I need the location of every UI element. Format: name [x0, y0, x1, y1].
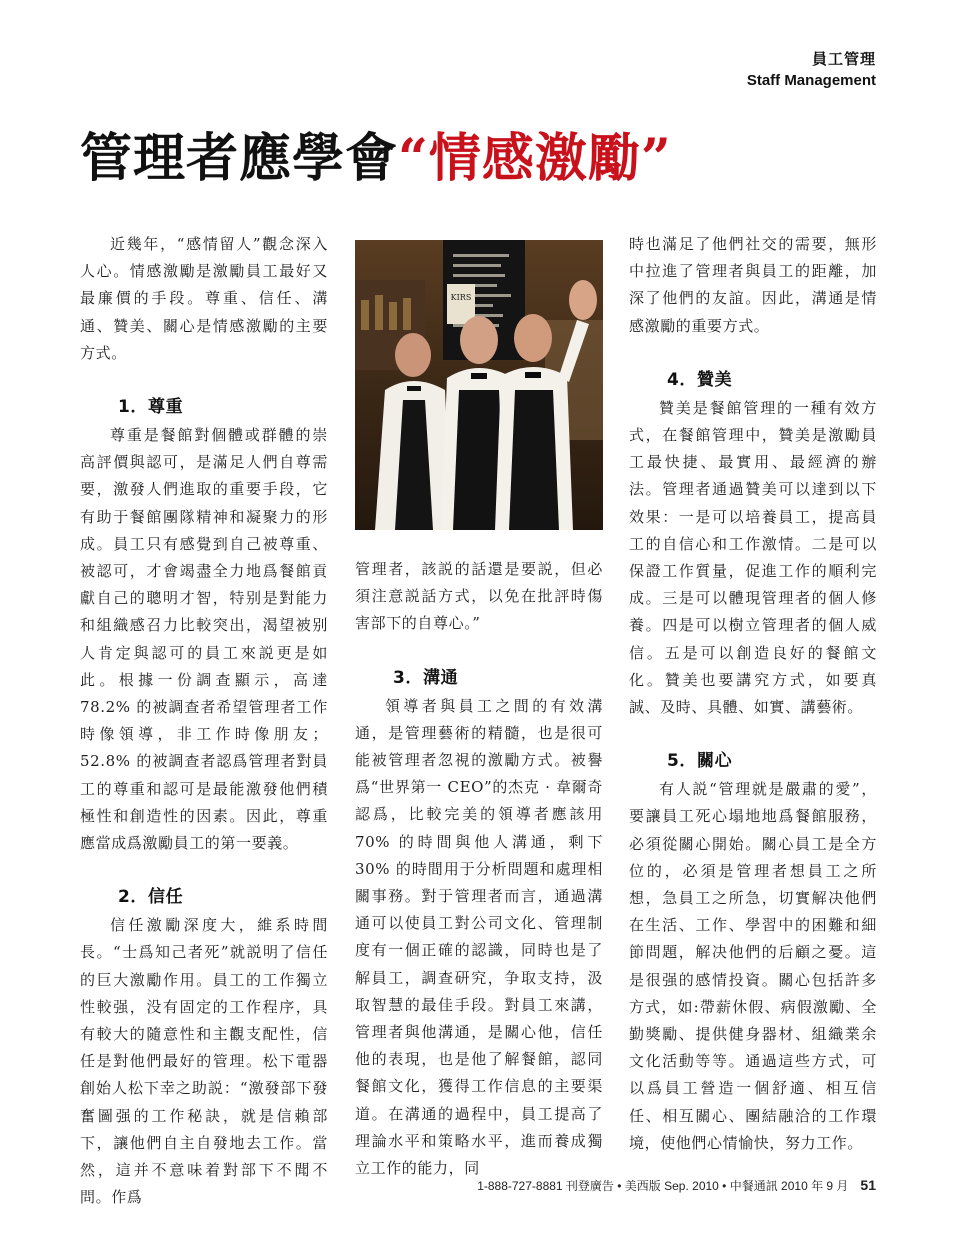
paragraph-trust: 信任激勵深度大，維系時間長。“士爲知己者死”就説明了信任的巨大激勵作用。員工的工作獨立性較强，没有固定的工作程序，具有較大的隨意性和主觀支配性，信任是對他們最好的管理。松下電器創始人松下幸之助説：“激發部下發奮圖强的工作秘訣，就是信賴部下，讓他們自主自發地去工作。當然，這并不意味着對部下不聞不問。作爲 — [80, 916, 328, 1207]
heading-trust: 2．信任 — [118, 887, 184, 908]
intro-paragraph: 近幾年，“感情留人”觀念深入人心。情感激勵是激勵員工最好又最廉價的手段。尊重、信任、溝通、贊美、關心是情感激勵的主要方式。 — [80, 235, 328, 362]
kirs-sign-text: KIRS — [450, 293, 472, 302]
column-3 — [629, 231, 877, 1157]
article-title-emphasis: “情感激勵” — [398, 128, 672, 189]
section-tag-en: Staff Management — [746, 72, 876, 89]
photo-illustration — [355, 240, 603, 530]
paragraph-care: 有人説“管理就是嚴肅的愛”，要讓員工死心塌地地爲餐館服務，必須從關心開始。關心員工是全方位的，必須是管理者想員工之所想，急員工之所急，切實解决他們在生活、工作、學習中的困難和細節問題，解决他們的后顧之憂。這是很强的感情投資。關心包括許多方式，如:帶薪休假、病假激勵、全勤獎勵、提供健身器材、組織業余文化活動等等。通過這些方式，可以爲員工營造一個舒適、相互信任、相互關心、團結融洽的工作環境，使他們心情愉快，努力工作。 — [629, 780, 877, 1152]
paragraph-praise: 贊美是餐館管理的一種有效方式，在餐館管理中，贊美是激勵員工最快捷、最實用、最經濟的辦法。管理者通過贊美可以達到以下效果：一是可以培養員工，提高員工的自信心和工作激情。二是可以保證工作質量，促進工作的順利完成。三是可以體現管理者的個人修養。四是可以樹立管理者的個人威信。五是可以創造良好的餐館文化。贊美也要講究方式，如要真誠、及時、具體、如實、講藝術。 — [629, 398, 877, 717]
section-tag — [747, 50, 876, 92]
article-title-main: 管理者應學會 — [80, 128, 399, 189]
kirs-sign — [447, 284, 475, 324]
heading-praise: 4．贊美 — [667, 369, 733, 390]
paragraph-communication: 領導者與員工之間的有效溝通，是管理藝術的精髓，也是很可能被管理者忽視的激勵方式。被譽爲“世界第一 CEO”的杰克 · 韋爾奇認爲，比較完美的領導者應該用 70% 的時間與他人溝通，剩下 30% 的時間用于分析問題和處理相關事務。對于管理者而言，通過溝通可以使員工對公司文化、管理制度有一個正確的認識，同時也是了解員工，調查研究，争取支持，汲取智慧的最佳手段。對員工來講，管理者與他溝通，是關心他，信任他的表現，也是他了解餐館，認同餐館文化，獲得工作信息的主要渠道。在溝通的過程中，員工提高了理論水平和策略水平，進而養成獨立工作的能力，同 — [355, 696, 603, 1178]
page-number: 51 — [860, 1177, 876, 1193]
section-tag-zh: 員工管理 — [811, 51, 876, 68]
heading-care: 5．關心 — [667, 751, 733, 772]
paragraph-trust-continued: 管理者，該説的話還是要説，但必須注意説話方式，以免在批評時傷害部下的自尊心。” — [355, 560, 603, 633]
page-footer — [477, 1177, 876, 1194]
heading-communication: 3．溝通 — [393, 667, 459, 688]
column-1 — [80, 231, 328, 1212]
column-2 — [355, 556, 603, 1182]
photo-waiters — [355, 240, 603, 530]
paragraph-communication-continued: 時也滿足了他們社交的需要，無形中拉進了管理者與員工的距離，加深了他們的友誼。因此，溝通是情感激勵的重要方式。 — [629, 235, 877, 335]
heading-respect: 1．尊重 — [118, 397, 184, 418]
paragraph-respect: 尊重是餐館對個體或群體的崇高評價與認可，是滿足人們自尊需要，激發人們進取的重要手段，它有助于餐館團隊精神和凝聚力的形成。員工只有感覺到自己被尊重、被認可，才會竭盡全力地爲餐館貢獻自己的聰明才智，特别是對能力和組織感召力比較突出，渴望被别人肯定與認可的員工來説更是如此。根據一份調查顯示，高達 78.2% 的被調查者希望管理者工作時像領導，非工作時像朋友；52.8% 的被調查者認爲管理者對員工的尊重和認可是最能激發他們積極性和創造性的因素。因此，尊重應當成爲激勵員工的第一要義。 — [80, 426, 328, 853]
article-title — [80, 124, 672, 194]
footer-text: 1-888-727-8881 刊登廣告 • 美西版 Sep. 2010 • 中餐通訊 2010 年 9 月 — [477, 1179, 849, 1193]
